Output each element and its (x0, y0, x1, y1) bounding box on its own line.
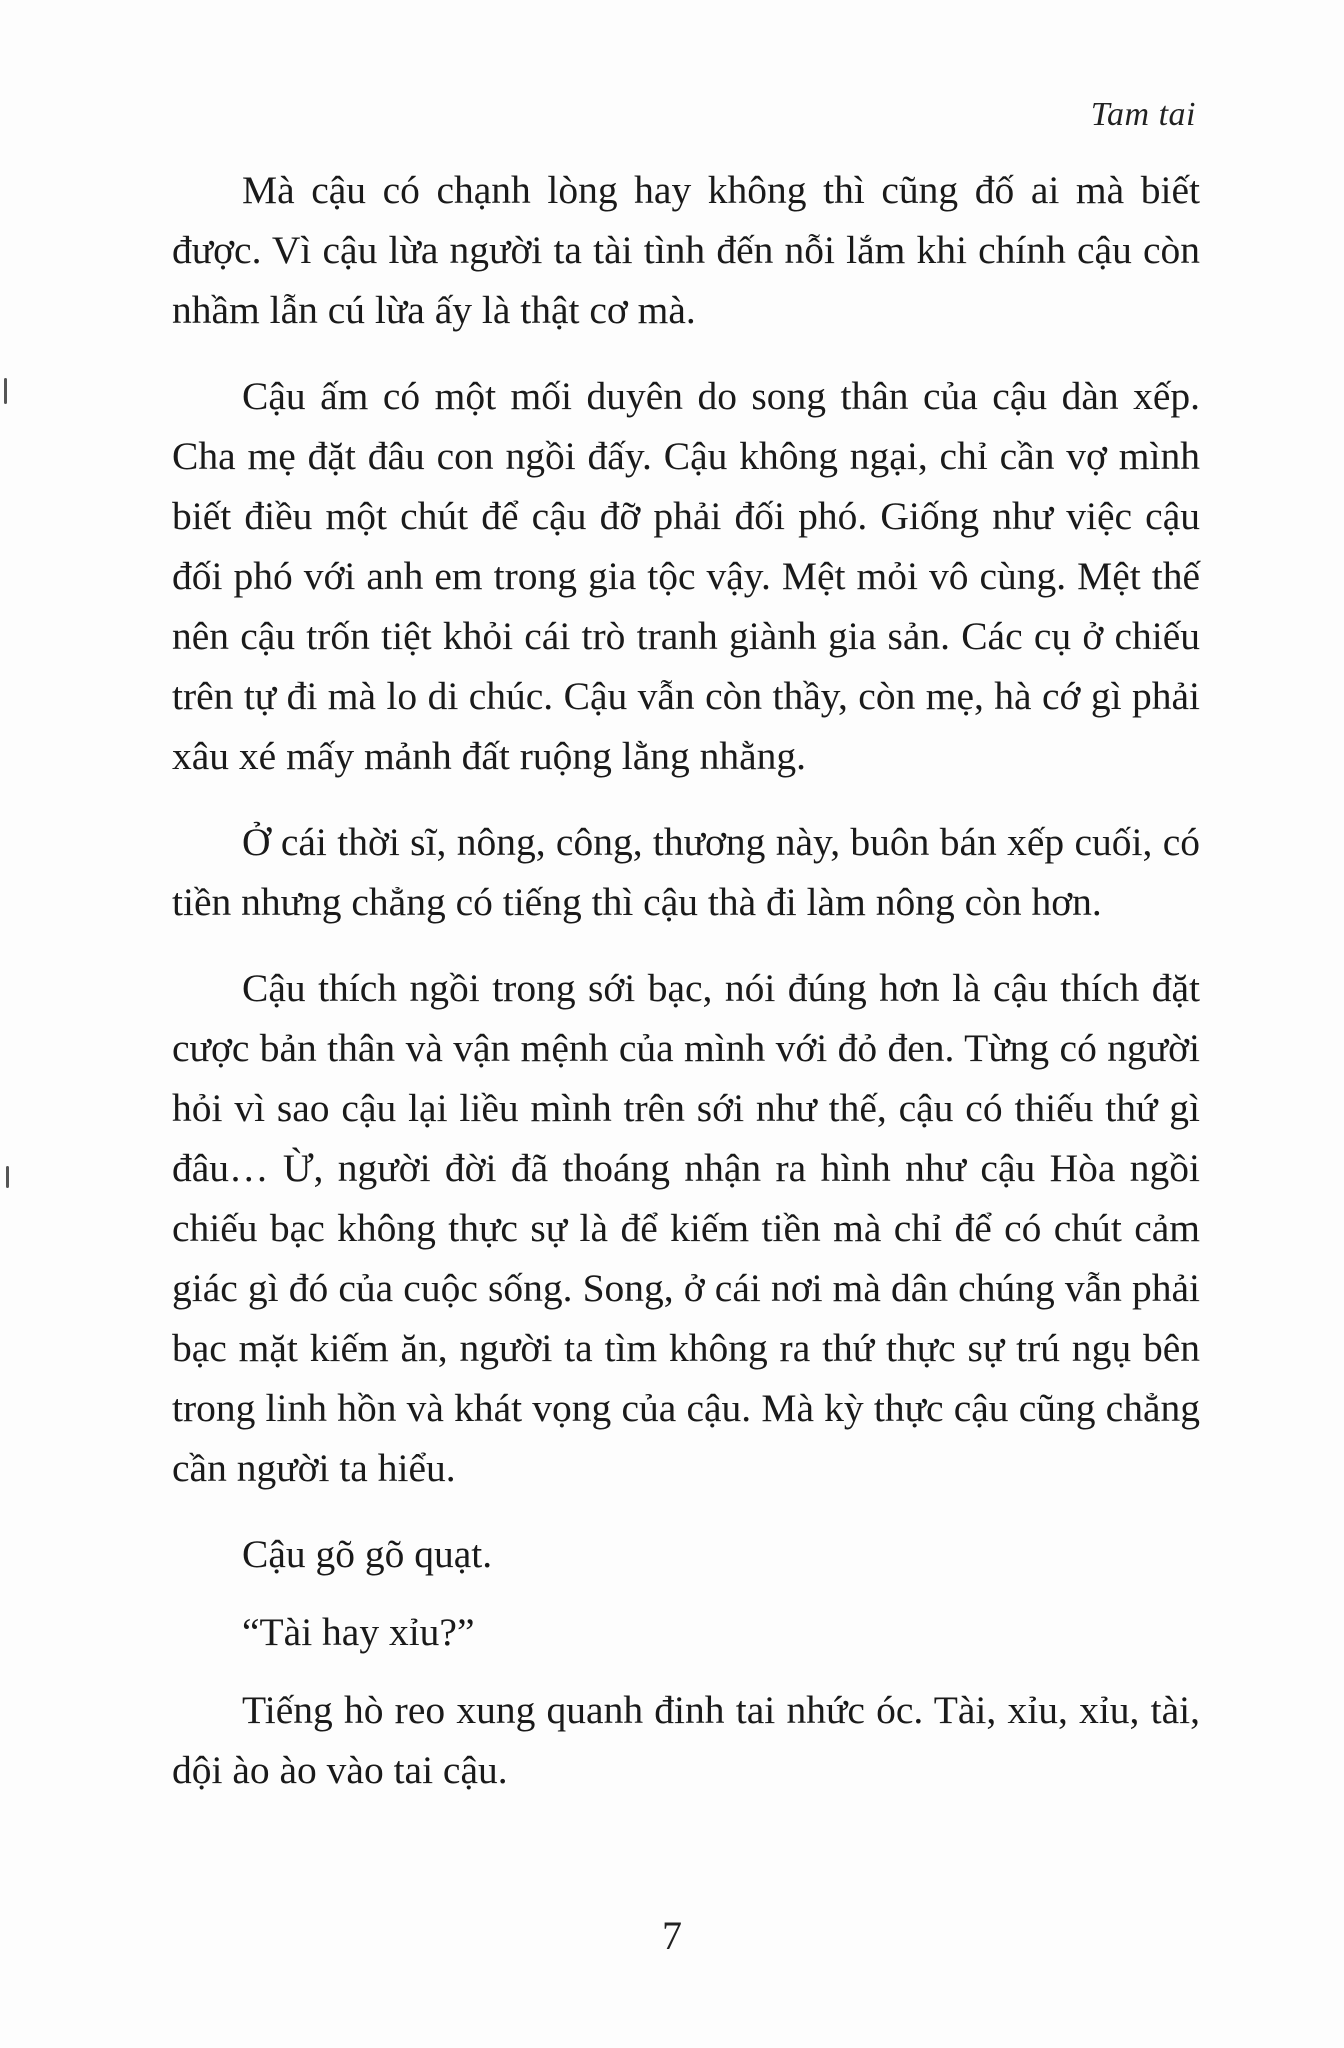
paragraph: Ở cái thời sĩ, nông, công, thương này, buôn bán xếp cuối, có tiền nhưng chẳng có tiếng thì cậu thà đi làm nông còn hơn. (172, 820, 1200, 924)
paragraph: Tiếng hò reo xung quanh đinh tai nhức óc. Tài, xỉu, xỉu, tài, dội ào ào vào tai cậu. (172, 1688, 1200, 1792)
page-number: 7 (662, 1913, 682, 1958)
running-header-title: Tam tai (1090, 96, 1196, 133)
paragraph: “Tài hay xỉu?” (242, 1610, 475, 1654)
page-edge-mark (4, 378, 7, 404)
paragraph: Cậu thích ngồi trong sới bạc, nói đúng hơn là cậu thích đặt cược bản thân và vận mệnh của mình với đỏ đen. Từng có người hỏi vì sao cậu lại liều mình trên sới như thế, cậu có thiếu thứ gì đâu… Ừ, người đời đã thoáng nhận ra hình như cậu Hòa ngồi chiếu bạc không thực sự là để kiếm tiền mà chỉ để có chút cảm giác gì đó của cuộc sống. Song, ở cái nơi mà dân chúng vẫn phải bạc mặt kiếm ăn, người ta tìm không ra thứ thực sự trú ngụ bên trong linh hồn và khát vọng của cậu. Mà kỳ thực cậu cũng chẳng cần người ta hiểu. (172, 966, 1200, 1490)
paragraph: Cậu ấm có một mối duyên do song thân của cậu dàn xếp. Cha mẹ đặt đâu con ngồi đấy. Cậu không ngại, chỉ cần vợ mình biết điều một chút để cậu đỡ phải đối phó. Giống như việc cậu đối phó với anh em trong gia tộc vậy. Mệt mỏi vô cùng. Mệt thế nên cậu trốn tiệt khỏi cái trò tranh giành gia sản. Các cụ ở chiếu trên tự đi mà lo di chúc. Cậu vẫn còn thầy, còn mẹ, hà cớ gì phải xâu xé mấy mảnh đất ruộng lằng nhằng. (172, 374, 1200, 778)
paragraph: Cậu gõ gõ quạt. (242, 1532, 493, 1576)
paragraph: Mà cậu có chạnh lòng hay không thì cũng đố ai mà biết được. Vì cậu lừa người ta tài tình đến nỗi lắm khi chính cậu còn nhầm lẫn cú lừa ấy là thật cơ mà. (172, 168, 1200, 332)
page-edge-mark (6, 1166, 9, 1188)
text-body (172, 160, 1200, 1826)
